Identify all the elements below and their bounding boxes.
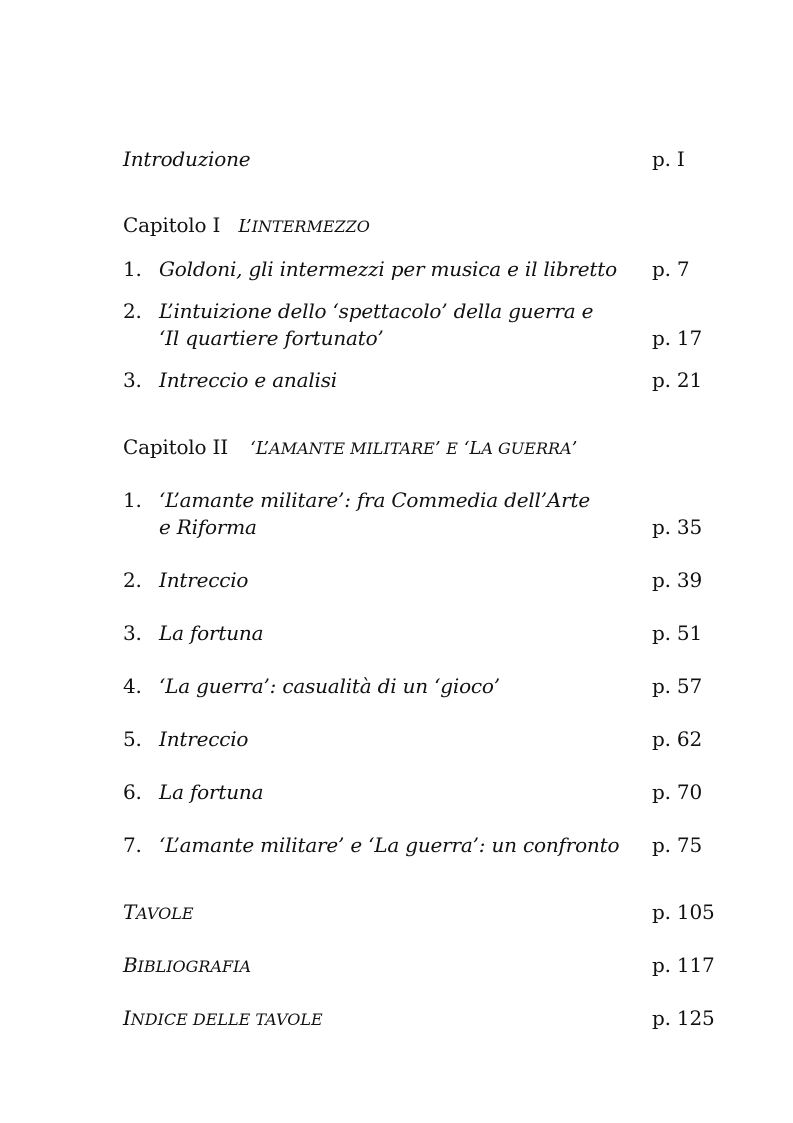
toc-entry-title-continued: e Riforma <box>159 515 257 539</box>
toc-entry-number: 5. <box>123 727 142 751</box>
toc-entry-number: 1. <box>123 257 142 281</box>
toc-entry-page: p. 105 <box>652 900 715 924</box>
toc-entry-title: Intreccio <box>159 568 249 592</box>
toc-entry-page: p. 75 <box>652 833 702 857</box>
toc-entry-page: p. 117 <box>652 953 715 977</box>
toc-entry-number: 7. <box>123 833 142 857</box>
toc-entry-title-continued: ‘Il quartiere fortunato’ <box>159 326 384 350</box>
toc-entry-page: p. 51 <box>652 621 702 645</box>
toc-entry-title: Intreccio <box>159 727 249 751</box>
toc-entry-page: p. 21 <box>652 368 702 392</box>
toc-entry-page: p. 7 <box>652 257 690 281</box>
toc-entry-number: 2. <box>123 568 142 592</box>
toc-entry-title: BIBLIOGRAFIA <box>123 953 251 977</box>
chapter-title: ‘L’AMANTE MILITARE’ E ‘LA GUERRA’ <box>250 438 578 459</box>
toc-entry-page: p. 57 <box>652 674 702 698</box>
toc-entry-title: La fortuna <box>159 780 264 804</box>
toc-entry-number: 2. <box>123 299 142 323</box>
toc-entry-title: L’intuizione dello ‘spettacolo’ della guerra e <box>159 299 594 323</box>
toc-entry-number: 1. <box>123 488 142 512</box>
toc-entry-title: Introduzione <box>123 147 251 171</box>
chapter-label: Capitolo I <box>123 213 221 237</box>
toc-entry-title: La fortuna <box>159 621 264 645</box>
toc-entry-page: p. 125 <box>652 1006 715 1030</box>
toc-entry-number: 3. <box>123 621 142 645</box>
toc-entry-page: p. 35 <box>652 515 702 539</box>
chapter-label: Capitolo II <box>123 435 228 459</box>
chapter-title: L’INTERMEZZO <box>238 216 370 237</box>
toc-entry-title: TAVOLE <box>123 900 194 924</box>
toc-entry-page: p. I <box>652 147 685 171</box>
toc-entry-page: p. 70 <box>652 780 702 804</box>
toc-entry-title: Intreccio e analisi <box>159 368 337 392</box>
toc-entry-page: p. 62 <box>652 727 702 751</box>
toc-entry-title: Goldoni, gli intermezzi per musica e il libretto <box>159 257 617 281</box>
toc-entry-number: 4. <box>123 674 142 698</box>
toc-entry-title: INDICE DELLE TAVOLE <box>123 1006 323 1030</box>
toc-entry-title: ‘L’amante militare’: fra Commedia dell’Arte <box>159 488 590 512</box>
toc-entry-number: 3. <box>123 368 142 392</box>
toc-entry-page: p. 17 <box>652 326 702 350</box>
toc-entry-number: 6. <box>123 780 142 804</box>
toc-entry-page: p. 39 <box>652 568 702 592</box>
toc-entry-title: ‘La guerra’: casualità di un ‘gioco’ <box>159 674 500 698</box>
toc-entry-title: ‘L’amante militare’ e ‘La guerra’: un confronto <box>159 833 620 857</box>
